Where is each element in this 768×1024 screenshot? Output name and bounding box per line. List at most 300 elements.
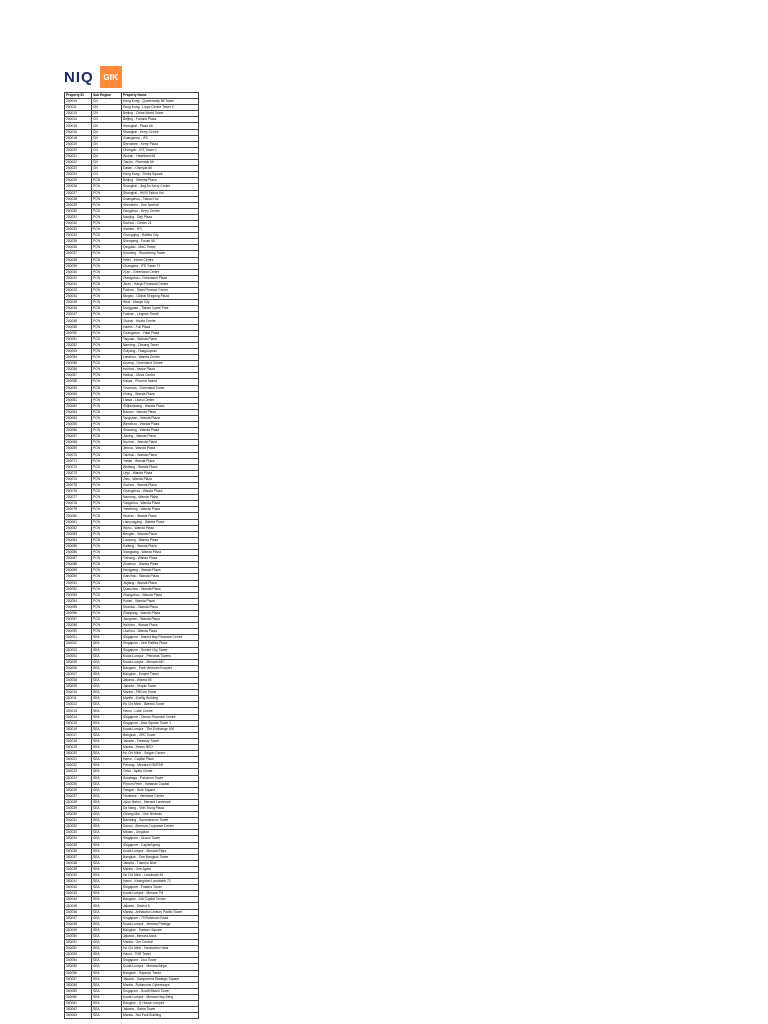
cell-property-id: 200065: [65, 422, 92, 428]
cell-property-id: 200041: [65, 275, 92, 281]
cell-property-name: Guiyang - Huaguoyuan: [122, 348, 199, 354]
cell-property-name: Hanoi - Capital Place: [122, 757, 199, 763]
cell-property-name: Jakarta - Treasury Tower: [122, 738, 199, 744]
cell-sub-region: PCN: [92, 379, 122, 385]
cell-sub-region: PCN: [92, 306, 122, 312]
cell-property-id: 200031: [65, 214, 92, 220]
cell-property-id: 200055: [65, 361, 92, 367]
cell-property-name: Cebu - Ayala Center: [122, 769, 199, 775]
cell-property-name: Beijing - Oriental Plaza: [122, 178, 199, 184]
cell-property-name: Nantong - Wanda Plaza: [122, 495, 199, 501]
cell-sub-region: SEA: [92, 982, 122, 988]
cell-property-id: 300049: [65, 927, 92, 933]
cell-property-name: Shantou - Wanda Plaza: [122, 604, 199, 610]
cell-sub-region: PCN: [92, 403, 122, 409]
cell-property-id: 200020: [65, 147, 92, 153]
cell-property-name: Hanoi - Keangnam Landmark 72: [122, 879, 199, 885]
cell-sub-region: PCN: [92, 476, 122, 482]
cell-sub-region: PCN: [92, 440, 122, 446]
cell-sub-region: PCN: [92, 355, 122, 361]
cell-sub-region: PCN: [92, 428, 122, 434]
cell-property-id: 200059: [65, 385, 92, 391]
cell-sub-region: PCN: [92, 409, 122, 415]
cell-property-name: Manila - Robinsons Cyberscape: [122, 982, 199, 988]
cell-sub-region: PCN: [92, 342, 122, 348]
cell-property-id: 200066: [65, 428, 92, 434]
cell-property-id: 200091: [65, 580, 92, 586]
table-row: [65, 1013, 199, 1019]
cell-property-id: 300042: [65, 885, 92, 891]
cell-property-name: Jiaxing - Wanda Plaza: [122, 434, 199, 440]
cell-property-id: 300052: [65, 946, 92, 952]
cell-property-id: 200088: [65, 562, 92, 568]
cell-sub-region: SEA: [92, 958, 122, 964]
cell-sub-region: PCN: [92, 610, 122, 616]
cell-sub-region: CN: [92, 111, 122, 117]
cell-property-id: 200033: [65, 227, 92, 233]
cell-sub-region: PCN: [92, 318, 122, 324]
cell-property-id: 300012: [65, 702, 92, 708]
cell-property-name: Xining - Wanda Plaza: [122, 391, 199, 397]
cell-property-id: 200098: [65, 623, 92, 629]
cell-property-id: 200079: [65, 507, 92, 513]
cell-sub-region: CN: [92, 172, 122, 178]
cell-property-name: Manila - Zuellig Building: [122, 696, 199, 702]
cell-property-id: 300022: [65, 763, 92, 769]
cell-property-name: Zhangzhou - Wanda Plaza: [122, 592, 199, 598]
cell-property-name: Bangkok - Sathorn Square: [122, 927, 199, 933]
cell-property-id: 300025: [65, 781, 92, 787]
cell-sub-region: SEA: [92, 726, 122, 732]
cell-property-name: Vientiane - Vientiane Center: [122, 793, 199, 799]
cell-property-name: Jinhua - Wanda Plaza: [122, 446, 199, 452]
cell-property-name: Huizhou - Wanda Plaza: [122, 623, 199, 629]
cell-property-id: 300058: [65, 982, 92, 988]
cell-property-id: 200063: [65, 409, 92, 415]
niq-logo-text: NIQ: [64, 68, 94, 86]
cell-property-id: 200086: [65, 550, 92, 556]
cell-property-name: Guangzhou - Taikoo Hui: [122, 196, 199, 202]
cell-sub-region: PCN: [92, 294, 122, 300]
cell-property-id: 300018: [65, 738, 92, 744]
cell-sub-region: PCN: [92, 592, 122, 598]
cell-property-name: Davao - Abreeza Corporate Center: [122, 824, 199, 830]
cell-property-name: Xiangyang - Wanda Plaza: [122, 550, 199, 556]
cell-property-id: 200078: [65, 501, 92, 507]
cell-sub-region: PCN: [92, 196, 122, 202]
cell-sub-region: SEA: [92, 684, 122, 690]
cell-sub-region: PCN: [92, 452, 122, 458]
cell-property-name: Bangkok - Empire Tower: [122, 671, 199, 677]
cell-sub-region: PCN: [92, 483, 122, 489]
cell-property-name: Shanghai - Kerry Centre: [122, 129, 199, 135]
cell-property-name: Qingdao - MixC Tower: [122, 245, 199, 251]
cell-property-id: 200094: [65, 598, 92, 604]
cell-sub-region: PCN: [92, 562, 122, 568]
cell-property-id: 300039: [65, 866, 92, 872]
cell-property-id: 300031: [65, 818, 92, 824]
cell-property-id: 300013: [65, 708, 92, 714]
cell-property-id: 200010: [65, 99, 92, 105]
column-header-sub-region: Sub Region: [92, 93, 122, 99]
cell-sub-region: CN: [92, 99, 122, 105]
cell-property-name: Johor Bahru - Menara Landmark: [122, 799, 199, 805]
cell-property-name: Bandung - Summarecon Tower: [122, 818, 199, 824]
cell-property-name: Jiujiang - Wanda Plaza: [122, 580, 199, 586]
cell-property-name: Bangkok - One Bangkok Tower: [122, 854, 199, 860]
cell-property-name: Sanya - Phoenix Island: [122, 379, 199, 385]
cell-sub-region: PCN: [92, 227, 122, 233]
cell-property-id: 300053: [65, 952, 92, 958]
cell-sub-region: PCN: [92, 184, 122, 190]
cell-property-id: 300024: [65, 775, 92, 781]
cell-property-id: 300014: [65, 714, 92, 720]
cell-property-name: Yangzhou - Wanda Plaza: [122, 501, 199, 507]
cell-property-id: 200076: [65, 489, 92, 495]
cell-sub-region: SEA: [92, 732, 122, 738]
cell-property-name: Phnom Penh - Vattanac Capital: [122, 781, 199, 787]
cell-sub-region: PCN: [92, 501, 122, 507]
cell-property-id: 200058: [65, 379, 92, 385]
cell-sub-region: PCN: [92, 233, 122, 239]
cell-property-name: Shanghai - Jing An Kerry Centre: [122, 184, 199, 190]
cell-sub-region: PCN: [92, 464, 122, 470]
cell-property-name: Linyi - Wanda Plaza: [122, 470, 199, 476]
cell-property-id: 200037: [65, 251, 92, 257]
cell-property-id: 300041: [65, 879, 92, 885]
cell-property-id: 200068: [65, 440, 92, 446]
cell-property-id: 300026: [65, 787, 92, 793]
property-table: [64, 92, 199, 1019]
cell-sub-region: SEA: [92, 988, 122, 994]
cell-property-name: Taizhou - Wanda Plaza: [122, 452, 199, 458]
cell-property-name: Wuhan - Heartland 66: [122, 153, 199, 159]
cell-property-id: 300057: [65, 976, 92, 982]
cell-property-id: 200085: [65, 543, 92, 549]
cell-sub-region: SEA: [92, 860, 122, 866]
cell-sub-region: PCN: [92, 574, 122, 580]
cell-property-id: 200090: [65, 574, 92, 580]
cell-property-name: Hanoi - TNR Tower: [122, 952, 199, 958]
cell-property-id: 300051: [65, 940, 92, 946]
cell-property-id: 300040: [65, 873, 92, 879]
cell-sub-region: SEA: [92, 854, 122, 860]
cell-sub-region: PCN: [92, 507, 122, 513]
cell-sub-region: SEA: [92, 647, 122, 653]
cell-sub-region: SEA: [92, 879, 122, 885]
cell-property-name: Ganzhou - Wanda Plaza: [122, 574, 199, 580]
cell-sub-region: PCN: [92, 269, 122, 275]
cell-sub-region: CN: [92, 141, 122, 147]
cell-sub-region: PCN: [92, 178, 122, 184]
cell-property-name: Penang - Menara KOMTAR: [122, 763, 199, 769]
cell-property-id: 200046: [65, 306, 92, 312]
cell-property-name: Bangkok - Q House Lumpini: [122, 1000, 199, 1006]
cell-property-name: Lanzhou - Wanda Centre: [122, 355, 199, 361]
cell-property-name: Manila - PBCom Tower: [122, 690, 199, 696]
cell-sub-region: SEA: [92, 751, 122, 757]
cell-sub-region: SEA: [92, 714, 122, 720]
cell-property-id: 300050: [65, 933, 92, 939]
cell-property-id: 200051: [65, 336, 92, 342]
cell-property-name: Weifang - Wanda Plaza: [122, 464, 199, 470]
cell-property-id: 200080: [65, 513, 92, 519]
cell-sub-region: PCN: [92, 330, 122, 336]
cell-property-id: 300059: [65, 988, 92, 994]
cell-sub-region: SEA: [92, 970, 122, 976]
cell-property-name: Bangkok - AIA Capital Center: [122, 897, 199, 903]
cell-sub-region: PCN: [92, 446, 122, 452]
cell-property-id: 200043: [65, 288, 92, 294]
cell-property-name: Ningbo - Global Shipping Plaza: [122, 294, 199, 300]
cell-sub-region: SEA: [92, 793, 122, 799]
cell-property-id: 200047: [65, 312, 92, 318]
cell-property-id: 300023: [65, 769, 92, 775]
cell-sub-region: PCN: [92, 257, 122, 263]
cell-sub-region: SEA: [92, 738, 122, 744]
cell-sub-region: PCN: [92, 629, 122, 635]
cell-property-name: Shenzhen - Kerry Plaza: [122, 141, 199, 147]
cell-property-name: Bangkok - Park Ventures Ecoplex: [122, 665, 199, 671]
cell-property-id: 200096: [65, 610, 92, 616]
cell-property-id: 300046: [65, 909, 92, 915]
cell-property-id: 200093: [65, 592, 92, 598]
cell-property-id: 300063: [65, 1013, 92, 1019]
cell-property-id: 200082: [65, 525, 92, 531]
cell-sub-region: SEA: [92, 653, 122, 659]
cell-sub-region: CN: [92, 105, 122, 111]
cell-sub-region: SEA: [92, 1000, 122, 1006]
cell-property-name: Xi'an - Greenland Centre: [122, 269, 199, 275]
cell-property-name: Kuala Lumpur - Menara TM: [122, 891, 199, 897]
cell-sub-region: CN: [92, 129, 122, 135]
cell-sub-region: SEA: [92, 976, 122, 982]
cell-property-name: Zhuzhou - Wanda Plaza: [122, 562, 199, 568]
cell-property-id: 200027: [65, 190, 92, 196]
cell-sub-region: SEA: [92, 805, 122, 811]
cell-sub-region: PCN: [92, 470, 122, 476]
cell-property-name: Beijing - China World Tower: [122, 111, 199, 117]
cell-sub-region: SEA: [92, 842, 122, 848]
cell-property-name: Kaifeng - Wanda Plaza: [122, 543, 199, 549]
cell-property-name: Jakarta - Gama Tower: [122, 1007, 199, 1013]
cell-property-name: Da Nang - Vinh Trung Plaza: [122, 805, 199, 811]
cell-property-name: Jakarta - Wisma 46: [122, 678, 199, 684]
cell-property-name: Medan - Uniplaza: [122, 830, 199, 836]
cell-sub-region: SEA: [92, 927, 122, 933]
cell-property-id: 200071: [65, 458, 92, 464]
cell-property-name: Changzhou - Wanda Plaza: [122, 489, 199, 495]
cell-sub-region: PCN: [92, 513, 122, 519]
cell-property-name: Ho Chi Minh - Saigon Centre: [122, 751, 199, 757]
cell-property-id: 200075: [65, 483, 92, 489]
cell-property-name: Yichang - Wanda Plaza: [122, 556, 199, 562]
cell-sub-region: PCN: [92, 324, 122, 330]
gfk-logo-mark: GfK: [100, 66, 122, 88]
cell-property-id: 300032: [65, 824, 92, 830]
cell-property-name: Ho Chi Minh - Landmark 81: [122, 873, 199, 879]
cell-property-name: Wuxi - Maoye City: [122, 300, 199, 306]
cell-sub-region: PCN: [92, 525, 122, 531]
cell-property-name: Huai'an - Wanda Plaza: [122, 513, 199, 519]
cell-property-name: Hong Kong - Times Square: [122, 172, 199, 178]
cell-property-id: 300011: [65, 696, 92, 702]
cell-sub-region: PCN: [92, 550, 122, 556]
cell-sub-region: PCN: [92, 391, 122, 397]
cell-sub-region: PCN: [92, 202, 122, 208]
cell-sub-region: PCN: [92, 220, 122, 226]
cell-property-name: Shijiazhuang - Wanda Plaza: [122, 403, 199, 409]
cell-property-name: Urumqi - Greenland Centre: [122, 361, 199, 367]
cell-property-id: 200036: [65, 245, 92, 251]
cell-property-name: Singapore - South Beach Tower: [122, 988, 199, 994]
cell-sub-region: PCN: [92, 604, 122, 610]
cell-property-name: Hefei - Intime Centre: [122, 257, 199, 263]
cell-sub-region: SEA: [92, 994, 122, 1000]
cell-property-name: Kuala Lumpur - The Exchange 106: [122, 726, 199, 732]
cell-property-id: 200034: [65, 233, 92, 239]
cell-property-name: Jinan - Hanyu Financial Centre: [122, 281, 199, 287]
cell-property-name: Huzhou - Wanda Plaza: [122, 440, 199, 446]
cell-sub-region: SEA: [92, 659, 122, 665]
cell-property-id: 200072: [65, 464, 92, 470]
cell-property-name: Suzhou - Center 21: [122, 220, 199, 226]
cell-property-id: 300038: [65, 860, 92, 866]
cell-property-name: Kuala Lumpur - Petronas Towers: [122, 653, 199, 659]
cell-property-id: 200042: [65, 281, 92, 287]
cell-sub-region: SEA: [92, 915, 122, 921]
cell-sub-region: SEA: [92, 775, 122, 781]
column-header-property-id: Property ID: [65, 93, 92, 99]
cell-property-id: 300004: [65, 653, 92, 659]
cell-property-id: 200026: [65, 184, 92, 190]
cell-property-id: 200064: [65, 415, 92, 421]
cell-sub-region: PCN: [92, 617, 122, 623]
cell-property-name: Fuzhou - Strait Finance Centre: [122, 288, 199, 294]
cell-property-name: Jakarta - Menara Astra: [122, 933, 199, 939]
cell-property-name: Shenzhen - One Avenue: [122, 202, 199, 208]
cell-property-id: 200097: [65, 617, 92, 623]
cell-property-id: 300061: [65, 1000, 92, 1006]
cell-property-name: Chengdu - IFS Tower 1: [122, 147, 199, 153]
cell-sub-region: PCN: [92, 214, 122, 220]
cell-sub-region: SEA: [92, 940, 122, 946]
cell-property-name: Dalian - Olympia 66: [122, 166, 199, 172]
cell-property-id: 300001: [65, 635, 92, 641]
cell-property-id: 300060: [65, 994, 92, 1000]
cell-property-id: 300044: [65, 897, 92, 903]
cell-sub-region: PCN: [92, 336, 122, 342]
cell-sub-region: PCN: [92, 495, 122, 501]
cell-property-name: Zhuhai - Huafa Centre: [122, 318, 199, 324]
cell-sub-region: PCN: [92, 580, 122, 586]
cell-property-name: Quanzhou - Wanda Plaza: [122, 586, 199, 592]
cell-property-name: Yangon - Sule Square: [122, 787, 199, 793]
cell-property-name: Manila - Seven NEO: [122, 745, 199, 751]
cell-property-name: Wenzhou - Wanda Plaza: [122, 422, 199, 428]
cell-property-name: Kuala Lumpur - Menara Prestige: [122, 921, 199, 927]
cell-property-id: 300045: [65, 903, 92, 909]
cell-property-id: 300048: [65, 921, 92, 927]
cell-property-id: 300015: [65, 720, 92, 726]
cell-sub-region: PCN: [92, 458, 122, 464]
cell-sub-region: SEA: [92, 702, 122, 708]
cell-property-name: Ho Chi Minh - Bitexco Tower: [122, 702, 199, 708]
cell-sub-region: PCN: [92, 537, 122, 543]
cell-property-name: Nanjing - Deji Plaza: [122, 214, 199, 220]
cell-property-id: 200024: [65, 172, 92, 178]
cell-sub-region: PCN: [92, 300, 122, 306]
cell-property-id: 300047: [65, 915, 92, 921]
cell-property-id: 200038: [65, 257, 92, 263]
cell-property-id: 200049: [65, 324, 92, 330]
cell-property-name: Baotou - Wanda Plaza: [122, 409, 199, 415]
cell-property-name: Singapore - Guoco Tower: [122, 836, 199, 842]
cell-property-name: Yancheng - Wanda Plaza: [122, 507, 199, 513]
cell-property-id: 200048: [65, 318, 92, 324]
cell-property-id: 200074: [65, 476, 92, 482]
cell-property-id: 200067: [65, 434, 92, 440]
cell-property-id: 200045: [65, 300, 92, 306]
cell-sub-region: CN: [92, 160, 122, 166]
cell-property-id: 200013: [65, 111, 92, 117]
cell-property-id: 200069: [65, 446, 92, 452]
cell-sub-region: PCN: [92, 519, 122, 525]
cell-sub-region: PCN: [92, 531, 122, 537]
cell-property-id: 200054: [65, 355, 92, 361]
cell-property-id: 200061: [65, 397, 92, 403]
cell-property-name: Lhasa - Liuwu Centre: [122, 397, 199, 403]
cell-property-name: Manila - Net Park Building: [122, 1013, 199, 1019]
cell-sub-region: SEA: [92, 678, 122, 684]
cell-property-id: 300056: [65, 970, 92, 976]
cell-property-id: 300003: [65, 647, 92, 653]
cell-property-id: 300037: [65, 854, 92, 860]
cell-property-name: Changsha - IFS Tower T1: [122, 263, 199, 269]
cell-sub-region: SEA: [92, 897, 122, 903]
cell-property-id: 200028: [65, 196, 92, 202]
cell-sub-region: SEA: [92, 836, 122, 842]
cell-sub-region: SEA: [92, 787, 122, 793]
cell-property-name: Jakarta - Sequis Tower: [122, 684, 199, 690]
cell-property-name: Shanghai - Plaza 66: [122, 123, 199, 129]
cell-property-id: 200032: [65, 220, 92, 226]
cell-property-name: Surabaya - Pakuwon Tower: [122, 775, 199, 781]
cell-property-id: 200056: [65, 367, 92, 373]
cell-property-id: 200040: [65, 269, 92, 275]
cell-property-name: Xuzhou - Wanda Plaza: [122, 483, 199, 489]
cell-property-id: 200023: [65, 166, 92, 172]
cell-property-name: Luoyang - Wanda Plaza: [122, 537, 199, 543]
cell-property-id: 300021: [65, 757, 92, 763]
cell-sub-region: PCN: [92, 556, 122, 562]
cell-property-name: Wuhu - Wanda Plaza: [122, 525, 199, 531]
cell-property-id: 200022: [65, 160, 92, 166]
cell-sub-region: SEA: [92, 818, 122, 824]
cell-property-name: Zibo - Wanda Plaza: [122, 476, 199, 482]
cell-sub-region: PCN: [92, 263, 122, 269]
cell-property-id: 200039: [65, 263, 92, 269]
cell-property-id: 200070: [65, 452, 92, 458]
cell-property-name: Tianjin - Riverside 66: [122, 160, 199, 166]
cell-property-name: Kuala Lumpur - Menara Binjai: [122, 964, 199, 970]
cell-property-id: 300017: [65, 732, 92, 738]
cell-sub-region: SEA: [92, 812, 122, 818]
cell-property-name: Kuala Lumpur - Menara Etiqa: [122, 848, 199, 854]
cell-property-name: Hong Kong - Lippo Centre Tower 2: [122, 105, 199, 111]
cell-sub-region: SEA: [92, 763, 122, 769]
cell-property-name: Lianyungang - Wanda Plaza: [122, 519, 199, 525]
